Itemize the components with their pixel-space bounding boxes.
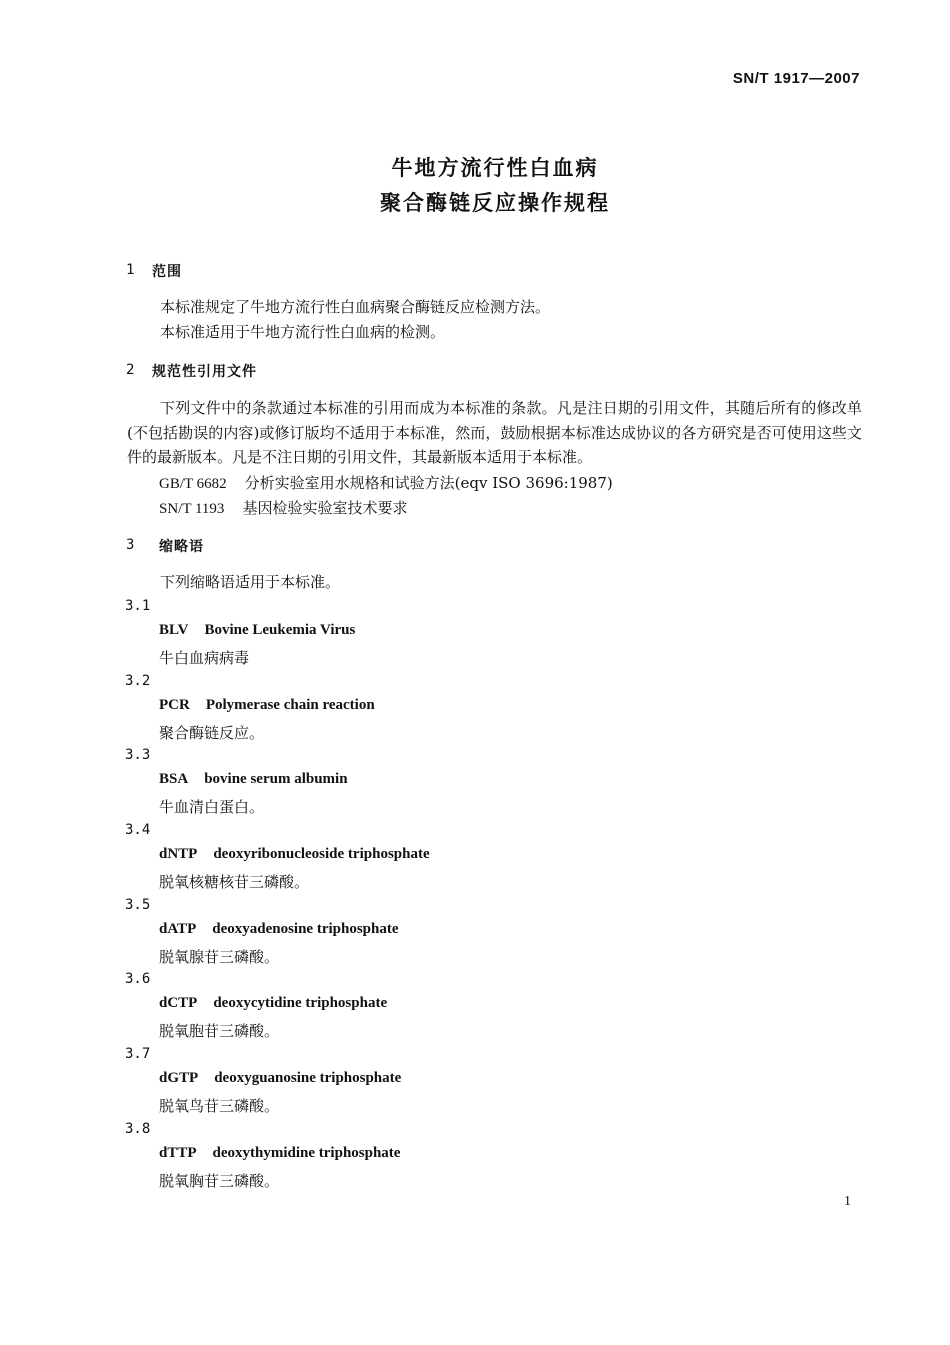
reference-title: 分析实验室用水规格和试验方法(eqv ISO 3696:1987): [244, 474, 613, 492]
standard-number: SN/T 1917—2007: [732, 70, 860, 87]
abbreviation-number: 3.7: [125, 1046, 151, 1062]
abbreviation-full: deoxyadenosine triphosphate: [212, 921, 399, 937]
abbreviation: dATP: [159, 921, 197, 937]
abbreviation-full: bovine serum albumin: [204, 771, 348, 787]
abbreviation-number: 3.5: [125, 897, 151, 913]
abbreviation-number: 3.8: [125, 1121, 151, 1137]
abbreviation-chinese: 脱氧胞苷三磷酸。: [159, 1022, 280, 1040]
section2-intro: 下列文件中的条款通过本标准的引用而成为本标准的条款。凡是注日期的引用文件，其随后所有的修改单(不包括勘误的内容)或修订版均不适用于本标准，然而，鼓励根据本标准达成协议的各方研究是否可使用这些文件的最新版本。凡是不注日期的引用文件，其最新版本适用于本标准。: [127, 399, 862, 466]
abbreviation: PCR: [159, 697, 190, 713]
document-title-line2: 聚合酶链反应操作规程: [380, 191, 610, 215]
document-title-line1: 牛地方流行性白血病: [391, 156, 599, 180]
abbreviation-entry: [159, 622, 355, 639]
reference-code: GB/T 6682: [159, 476, 227, 492]
abbreviation-full: deoxyribonucleoside triphosphate: [213, 846, 430, 862]
abbreviation-chinese: 脱氧胸苷三磷酸。: [159, 1172, 280, 1190]
abbreviation-number: 3.2: [125, 673, 151, 689]
abbreviation-number: 3.6: [125, 971, 151, 987]
abbreviation-chinese: 脱氧鸟苷三磷酸。: [159, 1097, 280, 1115]
section1-paragraph: 本标准适用于牛地方流行性白血病的检测。: [160, 323, 446, 341]
section3-number: 3: [126, 537, 135, 553]
abbreviation-number: 3.3: [125, 747, 151, 763]
abbreviation: BLV: [159, 622, 189, 638]
abbreviation-entry: [159, 995, 387, 1012]
abbreviation: dCTP: [159, 995, 198, 1011]
abbreviation-entry: [159, 921, 399, 938]
abbreviation-chinese: 牛血清白蛋白。: [159, 798, 265, 816]
abbreviation-full: deoxythymidine triphosphate: [212, 1145, 401, 1161]
abbreviation-chinese: 脱氧核糖核苷三磷酸。: [159, 873, 310, 891]
abbreviation-chinese: 聚合酶链反应。: [159, 724, 265, 742]
reference-item: [159, 472, 613, 493]
section1-heading: 范围: [152, 264, 182, 280]
abbreviation-entry: [159, 846, 430, 863]
abbreviation-full: deoxyguanosine triphosphate: [214, 1070, 402, 1086]
section1-paragraph: 本标准规定了牛地方流行性白血病聚合酶链反应检测方法。: [160, 298, 551, 316]
section1-number: 1: [126, 262, 135, 278]
abbreviation-full: Bovine Leukemia Virus: [204, 622, 356, 638]
abbreviation: BSA: [159, 771, 189, 787]
abbreviation-entry: [159, 771, 348, 788]
abbreviation-entry: [159, 1145, 400, 1162]
abbreviation-number: 3.4: [125, 822, 151, 838]
section2-heading: 规范性引用文件: [152, 364, 257, 380]
abbreviation-full: Polymerase chain reaction: [205, 697, 375, 713]
abbreviation: dTTP: [159, 1145, 197, 1161]
page-number: 1: [844, 1194, 851, 1209]
abbreviation-chinese: 牛白血病病毒: [159, 649, 250, 667]
abbreviation-number: 3.1: [125, 598, 151, 614]
abbreviation-entry: [159, 1070, 401, 1087]
abbreviation-chinese: 脱氧腺苷三磷酸。: [159, 948, 280, 966]
abbreviation: dNTP: [159, 846, 198, 862]
reference-code: SN/T 1193: [159, 501, 225, 517]
abbreviation-entry: [159, 697, 375, 714]
section2-number: 2: [126, 362, 135, 378]
abbreviation: dGTP: [159, 1070, 199, 1086]
abbreviation-full: deoxycytidine triphosphate: [213, 995, 388, 1011]
section3-intro: 下列缩略语适用于本标准。: [160, 573, 341, 591]
section3-heading: 缩略语: [159, 539, 204, 555]
reference-item: [159, 497, 407, 518]
reference-title: 基因检验实验室技术要求: [242, 499, 408, 517]
